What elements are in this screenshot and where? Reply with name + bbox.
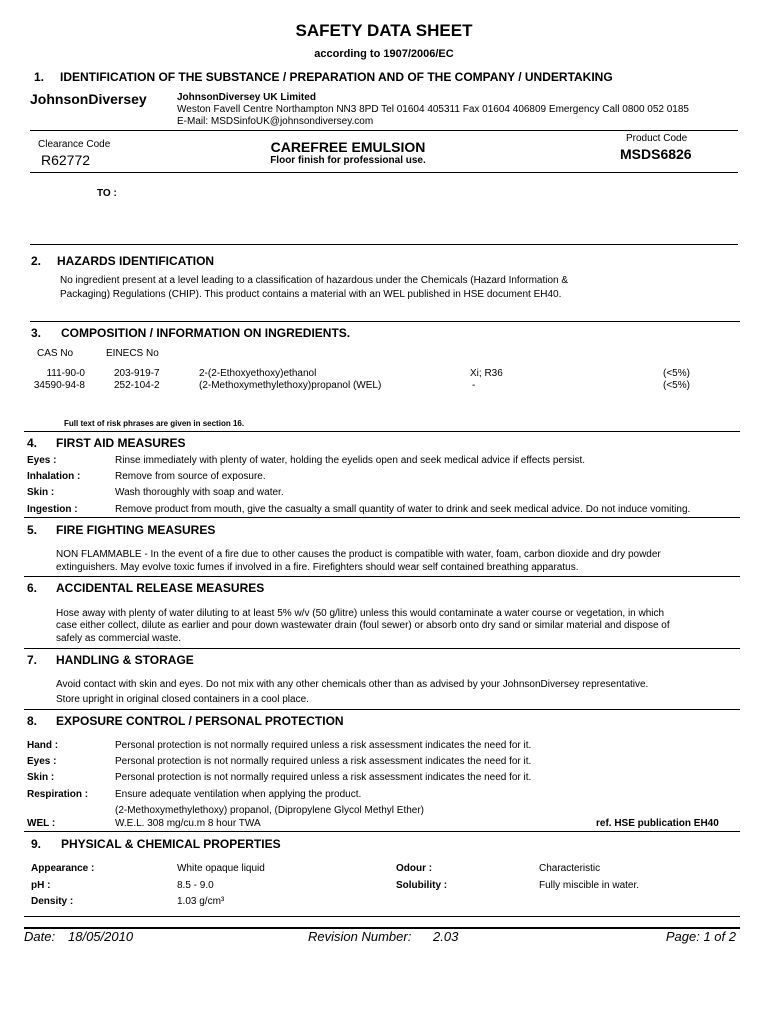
protection-label: Respiration :: [27, 789, 89, 800]
solubility-label: Solubility :: [396, 880, 448, 891]
ingredient-name: (2-Methoxymethylethoxy)propanol (WEL): [199, 380, 382, 391]
divider: [24, 648, 740, 649]
to-label: TO :: [97, 188, 117, 199]
first-aid-label: Skin :: [27, 487, 55, 498]
product-code-label: Product Code: [626, 133, 688, 144]
fire-fighting-text-line: extinguishers. May evolve toxic fumes if involved in a fire. Firefighters should wear self contained breathing apparatus.: [56, 562, 579, 573]
footer-date-label: Date:: [24, 929, 56, 944]
divider: [30, 172, 738, 173]
section1-number: 1.: [34, 70, 45, 84]
section9-title: PHYSICAL & CHEMICAL PROPERTIES: [61, 837, 281, 851]
company-email: E-Mail: MSDSinfoUK@johnsondiversey.com: [177, 116, 374, 127]
footer-revision-label: Revision Number:: [308, 929, 412, 944]
product-description: Floor finish for professional use.: [270, 155, 426, 166]
cas-header: CAS No: [37, 348, 74, 359]
section7-number: 7.: [27, 653, 38, 667]
footer-date: 18/05/2010: [68, 929, 134, 944]
section6-number: 6.: [27, 581, 38, 595]
protection-text: Personal protection is not normally required unless a risk assessment indicates the need for it.: [115, 772, 532, 783]
first-aid-text: Remove product from mouth, give the casualty a small quantity of water to drink and seek medical advice. Do not induce vomiting.: [115, 504, 691, 515]
footer-revision: 2.03: [433, 929, 459, 944]
handling-text-line: Store upright in original closed containers in a cool place.: [56, 694, 309, 705]
density-value: 1.03 g/cm³: [177, 896, 225, 907]
section9-number: 9.: [31, 837, 42, 851]
page-subtitle: according to 1907/2006/EC: [314, 48, 454, 60]
first-aid-text: Wash thoroughly with soap and water.: [115, 487, 284, 498]
section2-number: 2.: [31, 254, 42, 268]
protection-label: Eyes :: [27, 756, 57, 767]
first-aid-label: Ingestion :: [27, 504, 78, 515]
wel-reference: ref. HSE publication EH40: [596, 818, 719, 829]
divider: [30, 244, 738, 245]
divider: [24, 431, 740, 432]
section8-title: EXPOSURE CONTROL / PERSONAL PROTECTION: [56, 714, 344, 728]
divider: [24, 517, 740, 518]
first-aid-label: Eyes :: [27, 455, 57, 466]
wel-substance: (2-Methoxymethylethoxy) propanol, (Dipropylene Glycol Methyl Ether): [115, 805, 425, 816]
divider: [30, 130, 738, 131]
clearance-label: Clearance Code: [38, 139, 111, 150]
ingredient-classification: -: [472, 380, 476, 391]
risk-phrases-note: Full text of risk phrases are given in section 16.: [64, 419, 245, 428]
release-text-line: case either collect, dilute as earlier and pour down wastewater drain (foul sewer) or absorb onto dry sand or similar material and dispose of: [56, 620, 670, 631]
odour-label: Odour :: [396, 863, 433, 874]
footer-page-number: Page: 1 of 2: [665, 929, 736, 944]
first-aid-text: Remove from source of exposure.: [115, 471, 266, 482]
wel-value: W.E.L. 308 mg/cu.m 8 hour TWA: [115, 818, 261, 829]
company-address: Weston Favell Centre Northampton NN3 8PD Tel 01604 405311 Fax 01604 406809 Emergency Call 0800 052 0185: [177, 104, 689, 115]
solubility-value: Fully miscible in water.: [539, 880, 640, 891]
section5-number: 5.: [27, 523, 38, 537]
ph-value: 8.5 - 9.0: [177, 880, 214, 891]
odour-value: Characteristic: [539, 863, 601, 874]
divider: [24, 576, 740, 577]
protection-text: Personal protection is not normally required unless a risk assessment indicates the need for it.: [115, 756, 532, 767]
divider: [24, 709, 740, 710]
clearance-code: R62772: [41, 152, 91, 168]
ingredient-concentration: (<5%): [663, 368, 690, 379]
ingredient-einecs: 252-104-2: [114, 380, 160, 391]
divider: [24, 831, 740, 832]
ingredient-name: 2-(2-Ethoxyethoxy)ethanol: [199, 368, 317, 379]
einecs-header: EINECS No: [106, 348, 159, 359]
section1-title: IDENTIFICATION OF THE SUBSTANCE / PREPARATION AND OF THE COMPANY / UNDERTAKING: [60, 70, 613, 84]
section6-title: ACCIDENTAL RELEASE MEASURES: [56, 581, 265, 595]
first-aid-text: Rinse immediately with plenty of water, holding the eyelids open and seek medical advice if effects persist.: [115, 455, 586, 466]
protection-text: Personal protection is not normally required unless a risk assessment indicates the need for it.: [115, 740, 532, 751]
section3-number: 3.: [31, 326, 42, 340]
section4-title: FIRST AID MEASURES: [56, 436, 186, 450]
appearance-label: Appearance :: [31, 863, 95, 874]
divider: [30, 321, 740, 322]
brand-logo: JohnsonDiversey: [30, 91, 147, 107]
ingredient-classification: Xi; R36: [470, 368, 503, 379]
ingredient-concentration: (<5%): [663, 380, 690, 391]
fire-fighting-text-line: NON FLAMMABLE - In the event of a fire due to other causes the product is compatible with water, foam, carbon dioxide and dry powder: [56, 549, 661, 560]
hazards-text-line: No ingredient present at a level leading to a classification of hazardous under the Chemicals (Hazard Information &: [60, 275, 569, 286]
section4-number: 4.: [27, 436, 38, 450]
product-code: MSDS6826: [620, 146, 692, 162]
section3-title: COMPOSITION / INFORMATION ON INGREDIENTS.: [61, 326, 351, 340]
section7-title: HANDLING & STORAGE: [56, 653, 194, 667]
ingredient-einecs: 203-919-7: [114, 368, 160, 379]
ingredient-cas: 111-90-0: [46, 368, 85, 379]
ingredient-cas: 34590-94-8: [33, 380, 85, 391]
wel-label: WEL :: [27, 818, 56, 829]
section2-title: HAZARDS IDENTIFICATION: [57, 254, 215, 268]
section8-number: 8.: [27, 714, 38, 728]
handling-text-line: Avoid contact with skin and eyes. Do not mix with any other chemicals other than as advised by your JohnsonDiversey representative.: [56, 679, 649, 690]
section5-title: FIRE FIGHTING MEASURES: [56, 523, 216, 537]
protection-label: Hand :: [27, 740, 59, 751]
hazards-text-line: Packaging) Regulations (CHIP). This product contains a material with an WEL published in HSE document EH40.: [60, 289, 562, 300]
density-label: Density :: [31, 896, 74, 907]
first-aid-label: Inhalation :: [27, 471, 81, 482]
product-name: CAREFREE EMULSION: [270, 139, 426, 155]
ph-label: pH :: [31, 880, 51, 891]
release-text-line: safely as commercial waste.: [56, 633, 182, 644]
protection-text: Ensure adequate ventilation when applying the product.: [115, 789, 362, 800]
divider: [24, 916, 740, 917]
company-name: JohnsonDiversey UK Limited: [177, 92, 316, 103]
page-title: SAFETY DATA SHEET: [295, 21, 473, 40]
protection-label: Skin :: [27, 772, 55, 783]
appearance-value: White opaque liquid: [177, 863, 265, 874]
release-text-line: Hose away with plenty of water diluting to at least 5% w/v (50 g/litre) unless this would contaminate a water course or vegetation, in which: [56, 608, 665, 619]
